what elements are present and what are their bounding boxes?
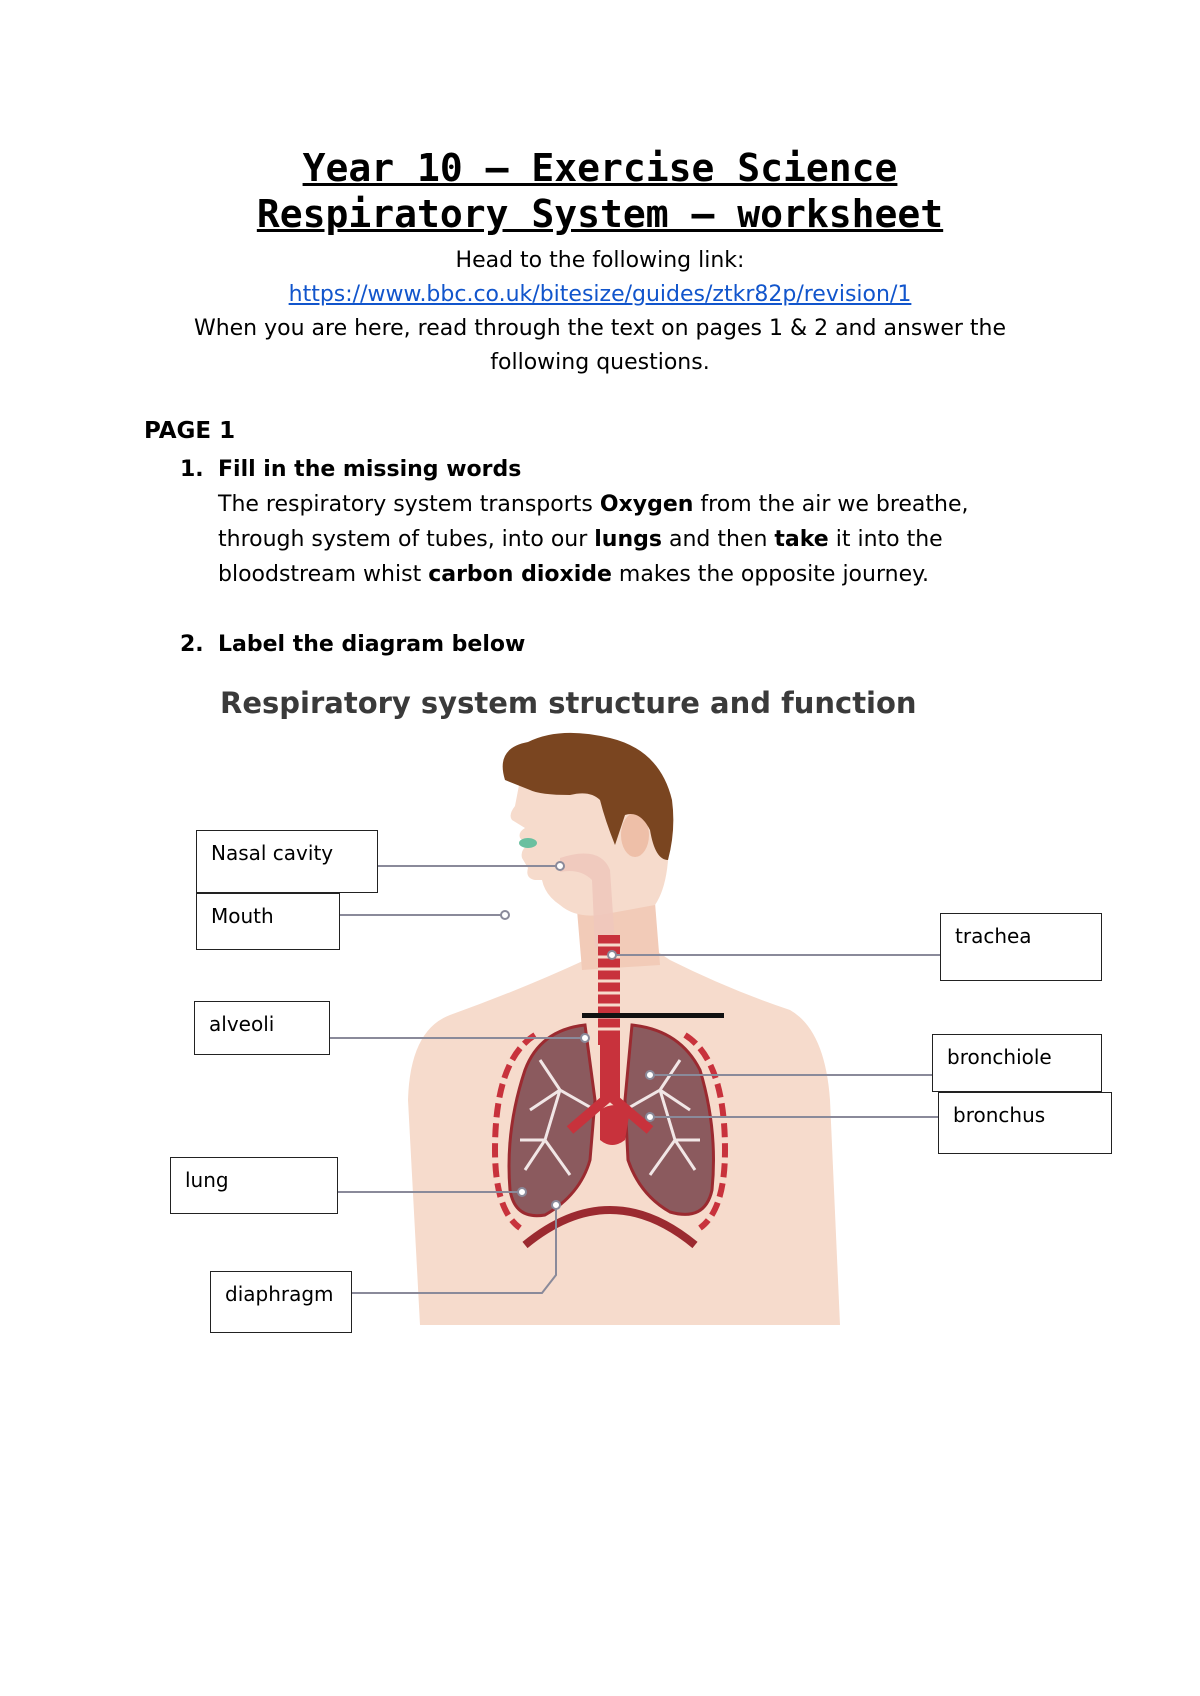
page-section-heading: PAGE 1: [144, 418, 236, 444]
diagram-title: Respiratory system structure and function: [220, 686, 917, 720]
question-2-number: 2.: [180, 632, 204, 657]
label-bronchus[interactable]: bronchus: [938, 1092, 1112, 1154]
answer-carbon-dioxide: carbon dioxide: [428, 562, 612, 587]
answer-take: take: [774, 527, 829, 552]
bbc-bitesize-link[interactable]: https://www.bbc.co.uk/bitesize/guides/ztkr82p/revision/1: [288, 282, 912, 307]
label-alveoli[interactable]: alveoli: [194, 1001, 330, 1055]
label-trachea[interactable]: trachea: [940, 913, 1102, 981]
question-1-line-3: bloodstream whist carbon dioxide makes the opposite journey.: [218, 562, 929, 587]
question-2-title: Label the diagram below: [218, 632, 526, 657]
answer-line: [582, 1013, 724, 1018]
title-line-2: Respiratory System – worksheet: [256, 192, 944, 236]
question-1-number: 1.: [180, 457, 204, 482]
answer-oxygen: Oxygen: [599, 492, 694, 517]
label-mouth[interactable]: Mouth: [196, 893, 340, 950]
instructions-line-2: following questions.: [490, 350, 710, 375]
title-line-1: Year 10 – Exercise Science: [302, 146, 898, 190]
answer-lungs: lungs: [594, 527, 662, 552]
label-diaphragm[interactable]: diaphragm: [210, 1271, 352, 1333]
question-1-line-2: through system of tubes, into our lungs and then take it into the: [218, 527, 943, 552]
question-1-line-1: The respiratory system transports Oxygen from the air we breathe,: [218, 492, 969, 517]
question-1-title: Fill in the missing words: [218, 457, 522, 482]
eye-shape: [519, 838, 537, 848]
instructions-line-1: When you are here, read through the text on pages 1 & 2 and answer the: [193, 316, 1007, 341]
label-nasal-cavity[interactable]: Nasal cavity: [196, 830, 378, 893]
link-intro: Head to the following link:: [455, 248, 745, 273]
label-bronchiole[interactable]: bronchiole: [932, 1034, 1102, 1092]
label-lung[interactable]: lung: [170, 1157, 338, 1214]
